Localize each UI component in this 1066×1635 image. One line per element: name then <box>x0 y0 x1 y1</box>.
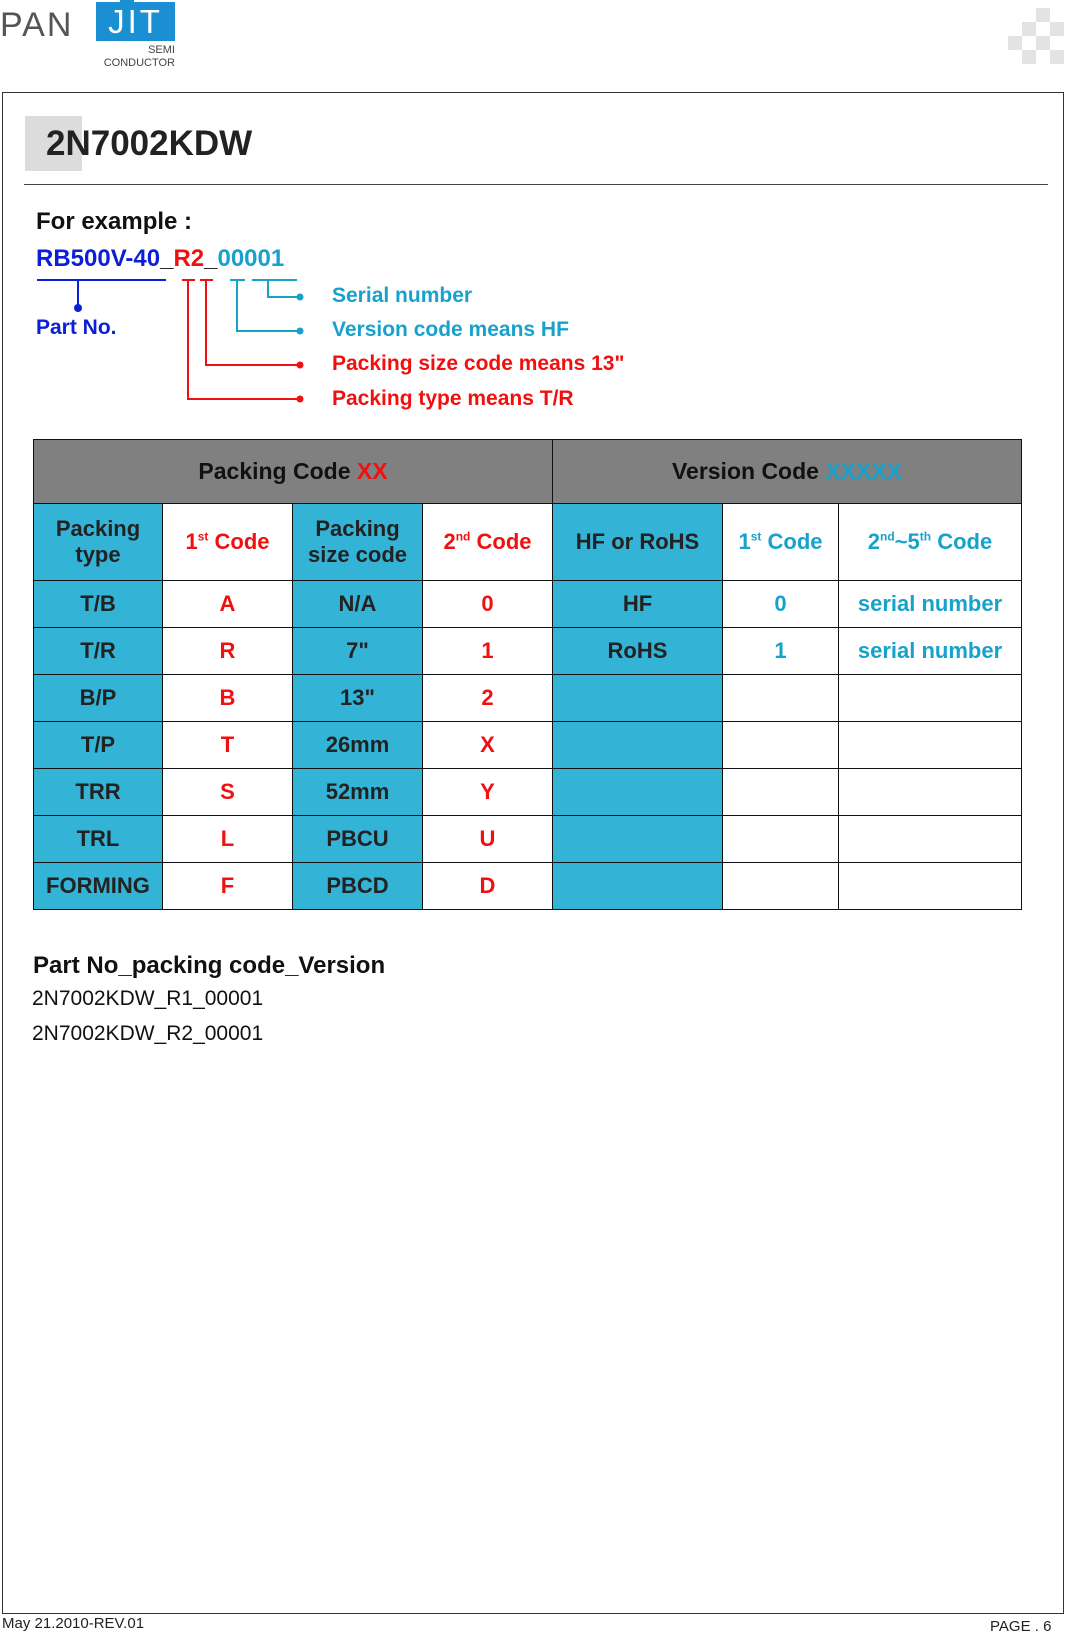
version-code-label: Version code means HF <box>332 318 569 341</box>
cell-packing-size: 13" <box>293 675 423 722</box>
cell-second-code: D <box>423 863 553 910</box>
col-second-code <box>423 504 553 581</box>
cell-version-second <box>839 816 1022 863</box>
col-hf-rohs: HF or RoHS <box>553 504 723 581</box>
cell-packing-size: 52mm <box>293 769 423 816</box>
cell-second-code: 0 <box>423 581 553 628</box>
cell-packing-size: PBCU <box>293 816 423 863</box>
part-number-heading: Part No_packing code_Version <box>33 952 386 979</box>
example-label: For example : <box>36 208 193 235</box>
table-header-row <box>34 440 1022 504</box>
table-row <box>34 628 1022 675</box>
example-part-number: RB500V-40 <box>36 245 161 272</box>
version-code-header-text: Version Code <box>671 458 826 484</box>
cell-second-code: 2 <box>423 675 553 722</box>
cell-first-code: A <box>163 581 293 628</box>
col-first-code <box>163 504 293 581</box>
packing-code-header-xx: XX <box>356 458 388 484</box>
version-code-header-xx: XXXXX <box>825 458 903 484</box>
first-code-text: Code <box>208 529 270 554</box>
cell-second-code: 1 <box>423 628 553 675</box>
cell-first-code: T <box>163 722 293 769</box>
cell-hf-rohs <box>553 722 723 769</box>
first-code-num: 1 <box>185 529 198 554</box>
cell-second-code: X <box>423 722 553 769</box>
second-code-text: Code <box>470 529 532 554</box>
col-version-first-code <box>723 504 839 581</box>
part-no-label: Part No. <box>36 316 117 339</box>
v-second-num: 2 <box>867 529 881 554</box>
cell-packing-size: PBCD <box>293 863 423 910</box>
cell-version-second: serial number <box>839 628 1022 675</box>
cell-first-code: F <box>163 863 293 910</box>
cell-first-code: L <box>163 816 293 863</box>
cell-hf-rohs: HF <box>553 581 723 628</box>
cell-packing-type: TRR <box>34 769 163 816</box>
packing-type-label: Packing type means T/R <box>332 387 574 410</box>
cell-hf-rohs <box>553 863 723 910</box>
v-fifth-sup: th <box>919 529 932 544</box>
cell-packing-size: 7" <box>293 628 423 675</box>
second-code-num: 2 <box>443 529 456 554</box>
table-row <box>34 769 1022 816</box>
example-separator: _ <box>160 245 174 272</box>
table-row <box>34 675 1022 722</box>
cell-first-code: S <box>163 769 293 816</box>
packing-code-header <box>34 440 553 504</box>
cell-second-code: Y <box>423 769 553 816</box>
cell-version-first: 1 <box>723 628 839 675</box>
cell-first-code: R <box>163 628 293 675</box>
logo-semi: SEMI <box>148 44 175 56</box>
footer-page: PAGE . 6 <box>990 1618 1052 1635</box>
part-number-item: 2N7002KDW_R1_00001 <box>32 987 264 1010</box>
example-packing-code: R2 <box>173 245 205 272</box>
cell-version-first <box>723 722 839 769</box>
table-row <box>34 863 1022 910</box>
example-version-code: 00001 <box>217 245 285 272</box>
cell-packing-type: TRL <box>34 816 163 863</box>
page-title: 2N7002KDW <box>46 124 253 163</box>
second-code-sup: nd <box>455 529 471 544</box>
v-second-sup: nd <box>880 529 895 544</box>
version-code-header <box>553 440 1022 504</box>
cell-version-first <box>723 675 839 722</box>
packing-code-table <box>33 439 1022 910</box>
cell-packing-type: B/P <box>34 675 163 722</box>
cell-first-code: B <box>163 675 293 722</box>
cell-packing-size: N/A <box>293 581 423 628</box>
cell-packing-type: FORMING <box>34 863 163 910</box>
cell-packing-type: T/P <box>34 722 163 769</box>
footer-revision: May 21.2010-REV.01 <box>2 1615 145 1632</box>
cell-hf-rohs <box>553 769 723 816</box>
v-first-num: 1 <box>738 529 751 554</box>
col-version-second-code <box>839 504 1022 581</box>
col-packing-size: Packing size code <box>293 504 423 581</box>
example-separator-2: _ <box>204 245 218 272</box>
cell-packing-type: T/R <box>34 628 163 675</box>
cell-version-first <box>723 816 839 863</box>
cell-version-second <box>839 769 1022 816</box>
cell-version-first: 0 <box>723 581 839 628</box>
cell-hf-rohs <box>553 675 723 722</box>
v-tilde: ~5 <box>894 529 920 554</box>
v-first-sup: st <box>750 529 762 544</box>
first-code-sup: st <box>197 529 209 544</box>
cell-version-first <box>723 863 839 910</box>
table-row <box>34 722 1022 769</box>
cell-packing-type: T/B <box>34 581 163 628</box>
logo-jit-badge: JIT <box>96 2 175 41</box>
cell-hf-rohs: RoHS <box>553 628 723 675</box>
cell-hf-rohs <box>553 816 723 863</box>
table-row <box>34 581 1022 628</box>
v-second-text: Code <box>931 529 993 554</box>
cell-version-second <box>839 863 1022 910</box>
table-subheader-row <box>34 504 1022 581</box>
packing-size-label: Packing size code means 13" <box>332 352 625 375</box>
cell-version-first <box>723 769 839 816</box>
serial-number-label: Serial number <box>332 284 473 307</box>
cell-version-second: serial number <box>839 581 1022 628</box>
v-first-text: Code <box>761 529 823 554</box>
cell-version-second <box>839 722 1022 769</box>
logo-conductor: CONDUCTOR <box>103 57 175 69</box>
part-number-item: 2N7002KDW_R2_00001 <box>32 1022 264 1045</box>
cell-packing-size: 26mm <box>293 722 423 769</box>
logo-pan-text: PAN <box>0 6 74 44</box>
cell-version-second <box>839 675 1022 722</box>
cell-second-code: U <box>423 816 553 863</box>
col-packing-type: Packing type <box>34 504 163 581</box>
table-row <box>34 816 1022 863</box>
packing-code-header-text: Packing Code <box>198 458 357 484</box>
